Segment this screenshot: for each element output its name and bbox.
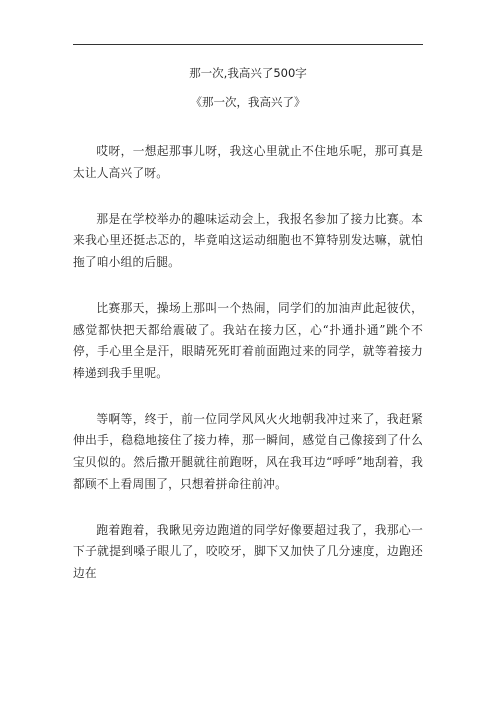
- document-subtitle: 《那一次，我高兴了》: [190, 95, 306, 109]
- document-body: [73, 141, 423, 609]
- paragraph: 等啊等，终于，前一位同学风风火火地朝我冲过来了，我赶紧伸出手，稳稳地接住了接力棒，那一瞬间，感觉自己像接到了什么宝贝似的。然后撒开腿就往前跑呀，风在我耳边“呼呼”地刮着，我都顾不上看周围了，只想着拼命往前冲。: [73, 411, 423, 491]
- paragraph: 比赛那天，操场上那叫一个热闹，同学们的加油声此起彼伏，感觉都快把天都给震破了。我站在接力区，心“扑通扑通”跳个不停，手心里全是汗，眼睛死死盯着前面跑过来的同学，就等着接力棒递到我手里呢。: [73, 300, 423, 380]
- document-title: 那一次,我高兴了500字: [189, 66, 307, 80]
- paragraph: 哎呀，一想起那事儿呀，我这心里就止不住地乐呢，那可真是太让人高兴了呀。: [73, 144, 423, 180]
- header-rule: [73, 44, 423, 45]
- paragraph: 那是在学校举办的趣味运动会上，我报名参加了接力比赛。本来我心里还挺忐忑的，毕竟咱这运动细胞也不算特别发达嘛，就怕拖了咱小组的后腿。: [73, 211, 423, 269]
- paragraph: 跑着跑着，我瞅见旁边跑道的同学好像要超过我了，我那心一下子就提到嗓子眼儿了，咬咬牙，脚下又加快了几分速度，边跑还边在: [73, 522, 423, 580]
